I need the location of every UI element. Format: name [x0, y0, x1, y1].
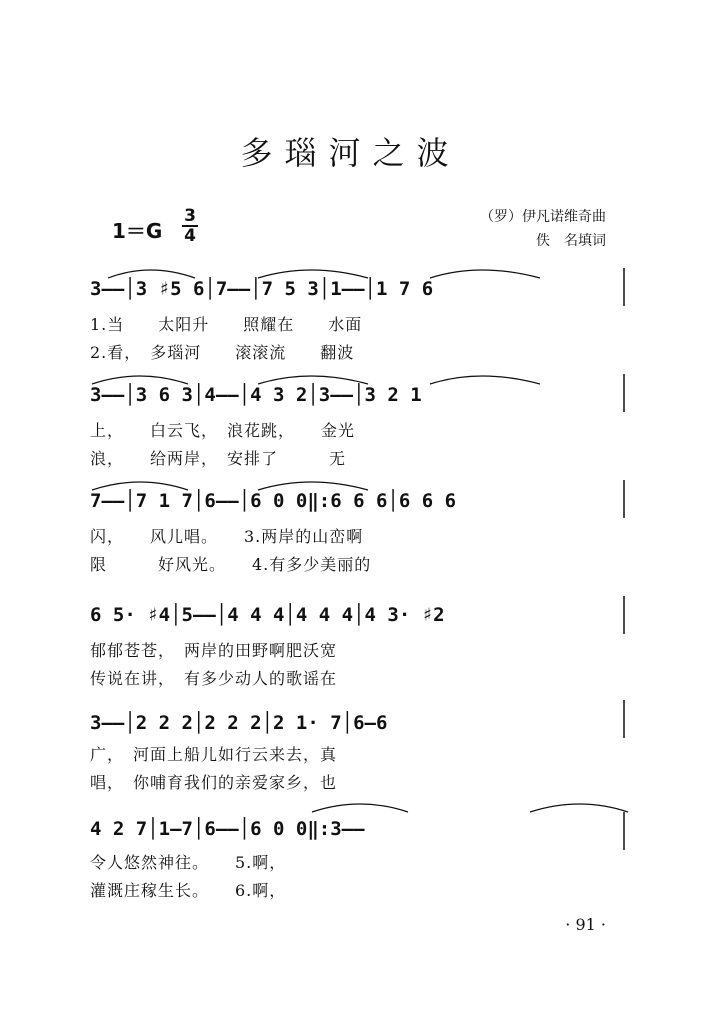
lyric-verse1-line-2: 上， 白云飞， 浪花跳， 金光	[90, 421, 356, 440]
notation-line-4: 6 5· ♯4│5——│4 4 4│4 4 4│4 3· ♯2	[90, 604, 445, 626]
lyric-verse1-line-4: 郁郁苍苍， 两岸的田野啊肥沃宽	[90, 641, 338, 660]
lyric-verse2-line-4: 传说在讲， 有多少动人的歌谣在	[90, 669, 338, 688]
slur-arc	[108, 270, 195, 278]
slur-arc	[258, 376, 368, 384]
slur-arc	[258, 270, 368, 278]
lyricist-credit: 佚 名填词	[536, 233, 606, 249]
lyric-verse1-line-3: 闪， 风儿唱。 3.两岸的山峦啊	[90, 527, 364, 546]
lyric-verse2-line-2: 浪， 给两岸， 安排了 无	[90, 449, 347, 468]
slur-arc	[530, 804, 628, 812]
slur-arc	[92, 482, 188, 490]
page-number: · 91 ·	[565, 915, 606, 934]
slur-arc	[430, 270, 540, 278]
slur-arc	[430, 376, 540, 384]
slur-arc	[92, 376, 188, 384]
time-signature-top: 3	[184, 206, 196, 226]
time-signature-bottom: 4	[184, 226, 196, 246]
notation-line-2: 3——│3 6 3│4——│4 3 2│3——│3 2 1	[90, 384, 422, 406]
lyric-verse1-line-1: 1.当 太阳升 照耀在 水面	[90, 315, 363, 334]
lyric-verse1-line-5: 广， 河面上船儿如行云来去，真	[90, 745, 338, 764]
notation-line-1: 3——│3 ♯5 6│7——│7 5 3│1——│1 7 6	[90, 278, 434, 300]
slur-arc	[258, 482, 368, 490]
lyric-verse2-line-3: 限 好风光。 4.有多少美丽的	[90, 555, 372, 574]
notation-line-6: 4 2 7│1—7│6——│6 0 0‖:3——	[90, 818, 365, 840]
notation-line-5: 3——│2 2 2│2 2 2│2 1· 7│6—6	[90, 712, 388, 734]
slur-arc	[312, 804, 408, 812]
notation-line-3: 7——│7 1 7│6——│6 0 0‖:6 6 6│6 6 6	[90, 490, 457, 512]
lyric-verse2-line-1: 2.看， 多瑙河 滚滚流 翻波	[90, 343, 355, 362]
composer-credit: （罗）伊凡诺维奇曲	[480, 209, 606, 225]
lyric-verse2-line-6: 灌溉庄稼生长。 6.啊，	[90, 881, 287, 900]
lyric-verse1-line-6: 令人悠然神往。 5.啊，	[90, 853, 287, 872]
lyric-verse2-line-5: 唱， 你哺育我们的亲爱家乡，也	[90, 773, 338, 792]
song-title: 多瑙河之波	[240, 134, 461, 172]
key-signature: 1＝G	[112, 219, 163, 243]
